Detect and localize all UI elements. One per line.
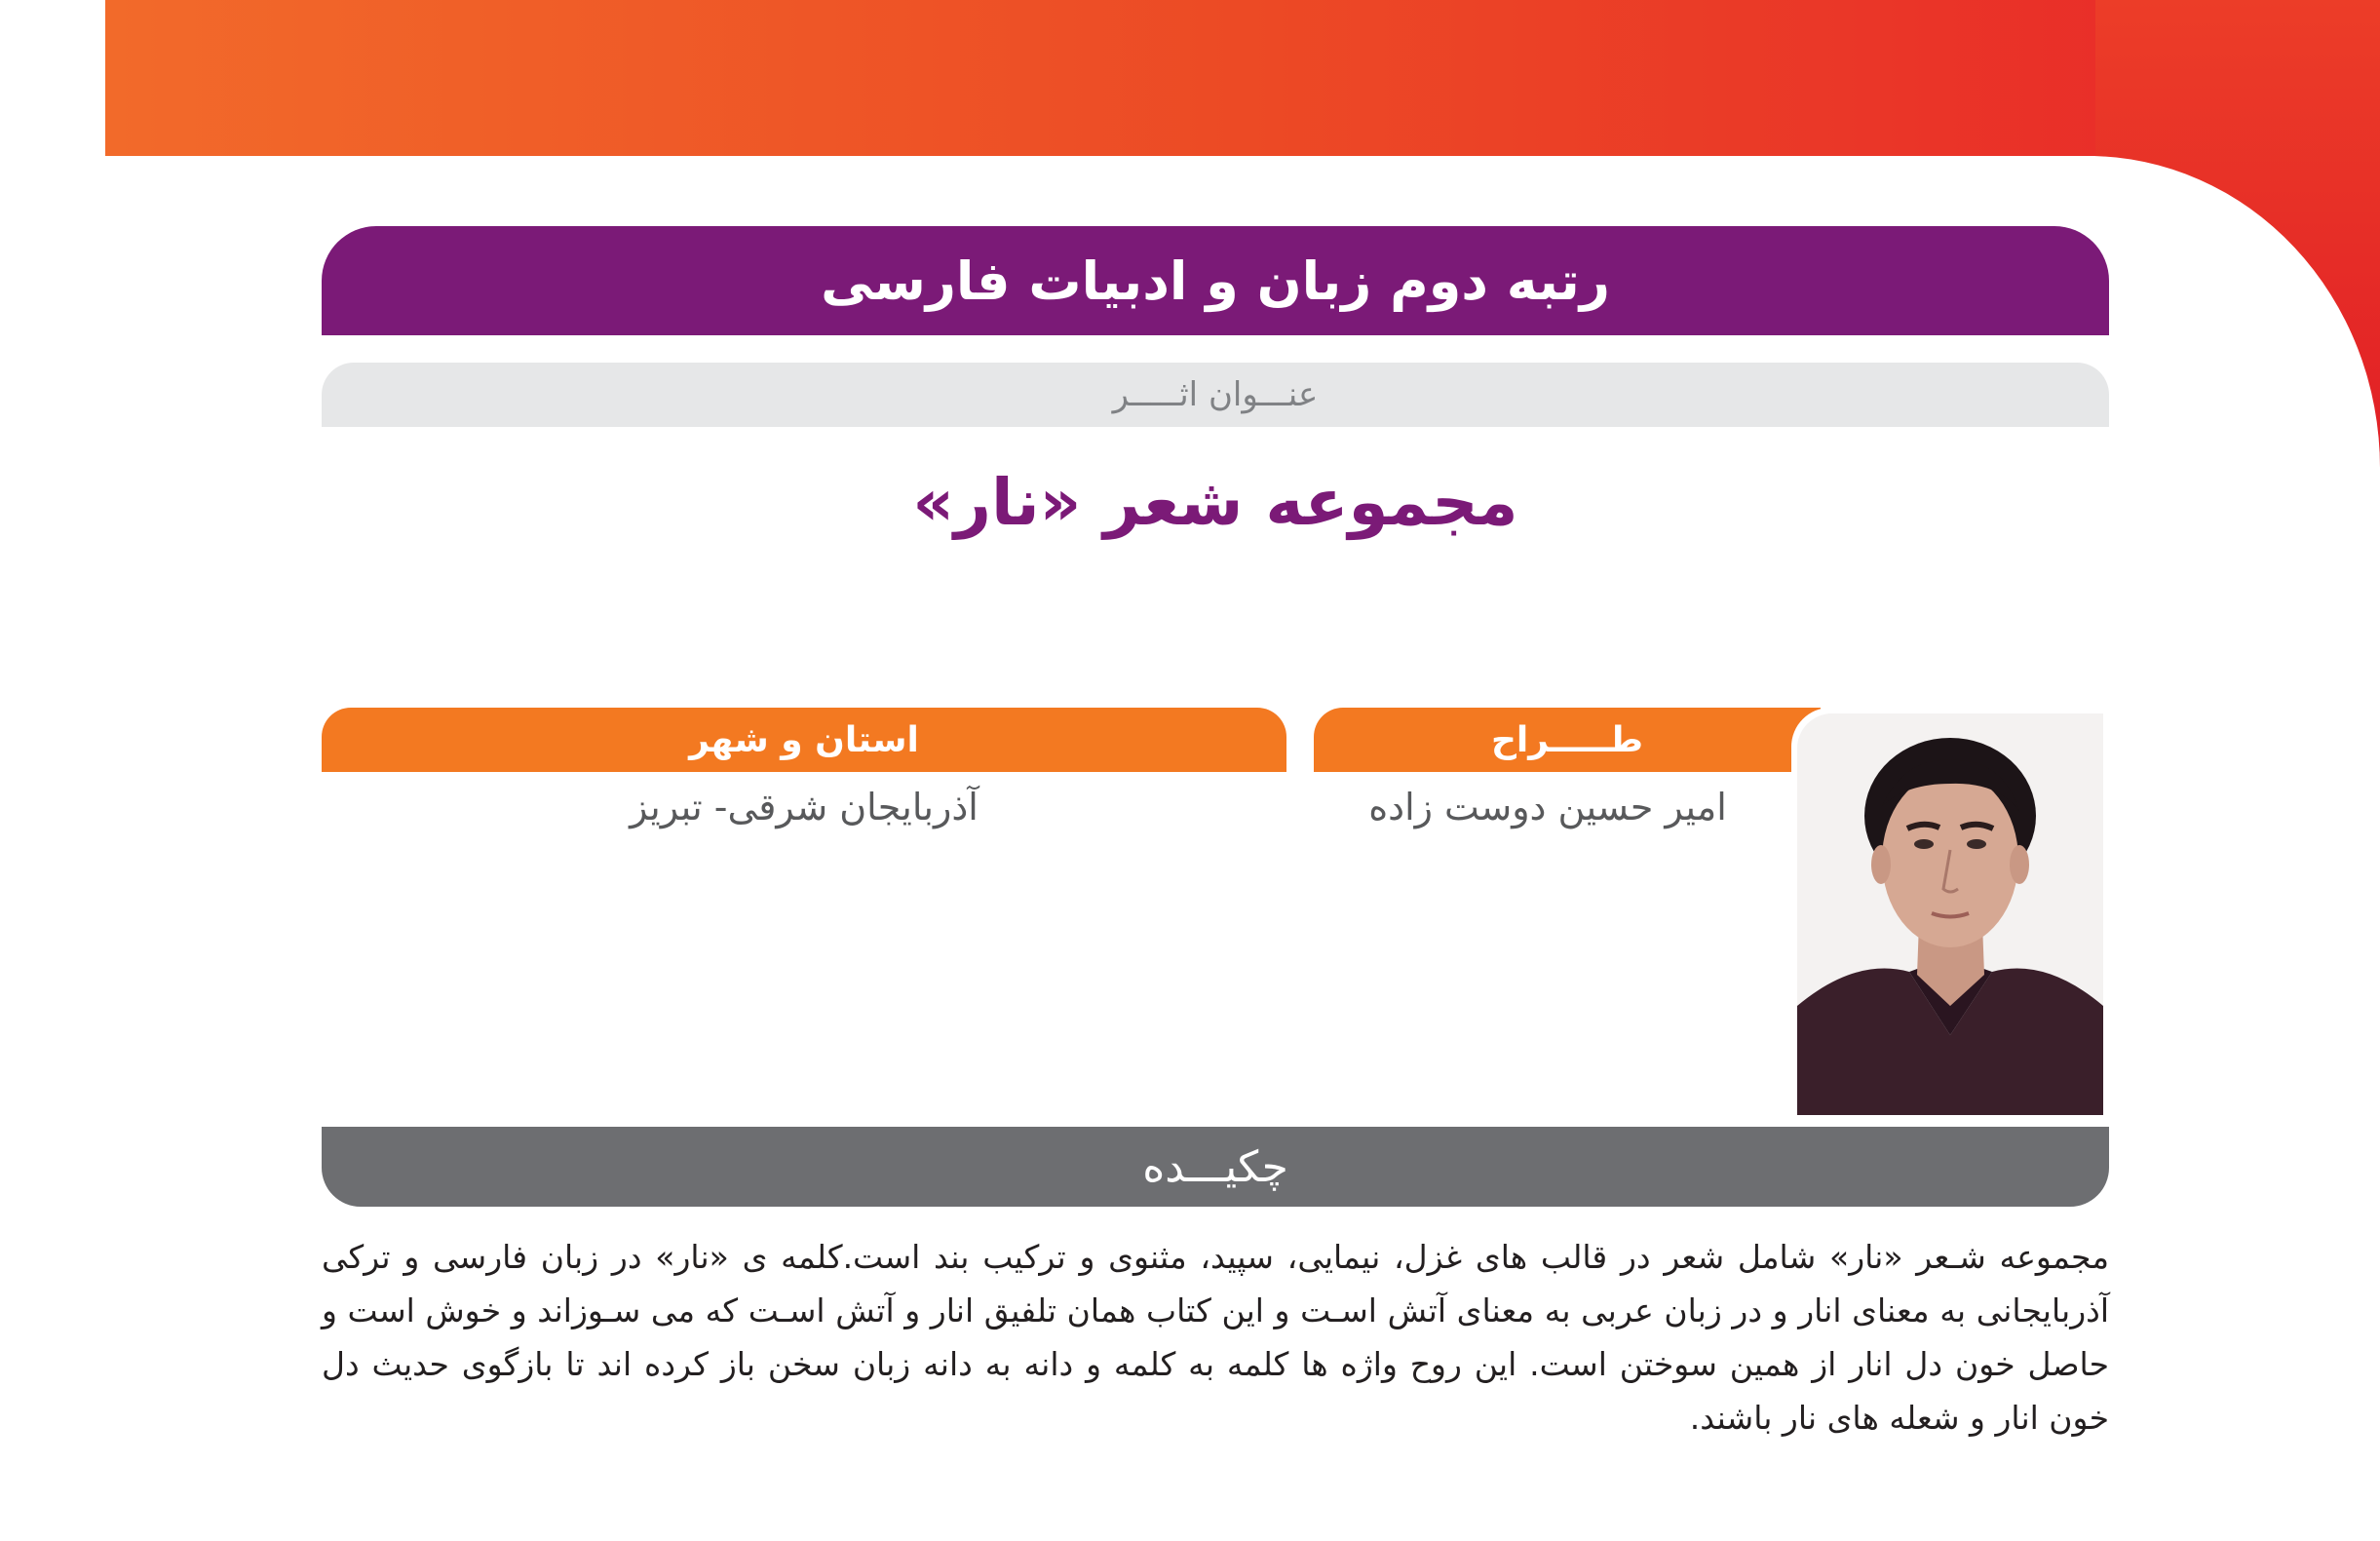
- abstract-text: مجموعه شـعر «نار» شامل شعر در قالب های غزل، نیمایی، سپید، مثنوی و ترکیب بند است.کلمه ی «نار» در زبان فارسی و ترکی آذربایجانی به معنای انار و در زبان عربی به معنای آتش اسـت و این کتاب همان تلفیق انار و آتش اسـت که می سـوزاند و خوش است و حاصل خون دل انار از همین سوختن است. این روح واژه ها کلمه به کلمه و دانه به دانه زبان سخن باز کرده اند تا بازگوی حدیث دل خون انار و شعله های نار باشند.: [322, 1238, 2109, 1437]
- work-title-label-bar: [322, 363, 2109, 427]
- designer-label-bar: [1314, 708, 1821, 772]
- designer-label: طـــــراح: [1490, 719, 1644, 760]
- header-gradient-band: [105, 0, 2380, 156]
- province-value: آذربایجان شرقی- تبریز: [630, 786, 979, 828]
- work-title-label: عنـــوان اثـــــر: [1112, 375, 1319, 414]
- portrait-image: [1797, 713, 2103, 1115]
- abstract-label-bar: [322, 1127, 2109, 1207]
- abstract-label: چکیـــده: [1142, 1141, 1288, 1192]
- designer-name: امیر حسین دوست زاده: [1368, 786, 1727, 828]
- province-label-bar: [322, 708, 1286, 772]
- province-label: استان و شهر: [689, 719, 919, 760]
- rank-title-bar: [322, 226, 2109, 335]
- rank-title: رتبه دوم زبان و ادبیات فارسی: [821, 250, 1610, 312]
- designer-photo-frame: [1791, 708, 2109, 1121]
- left-white-margin: [0, 0, 105, 156]
- designer-photo: [1797, 713, 2103, 1115]
- work-title: مجموعه شعر «نار»: [912, 464, 1518, 540]
